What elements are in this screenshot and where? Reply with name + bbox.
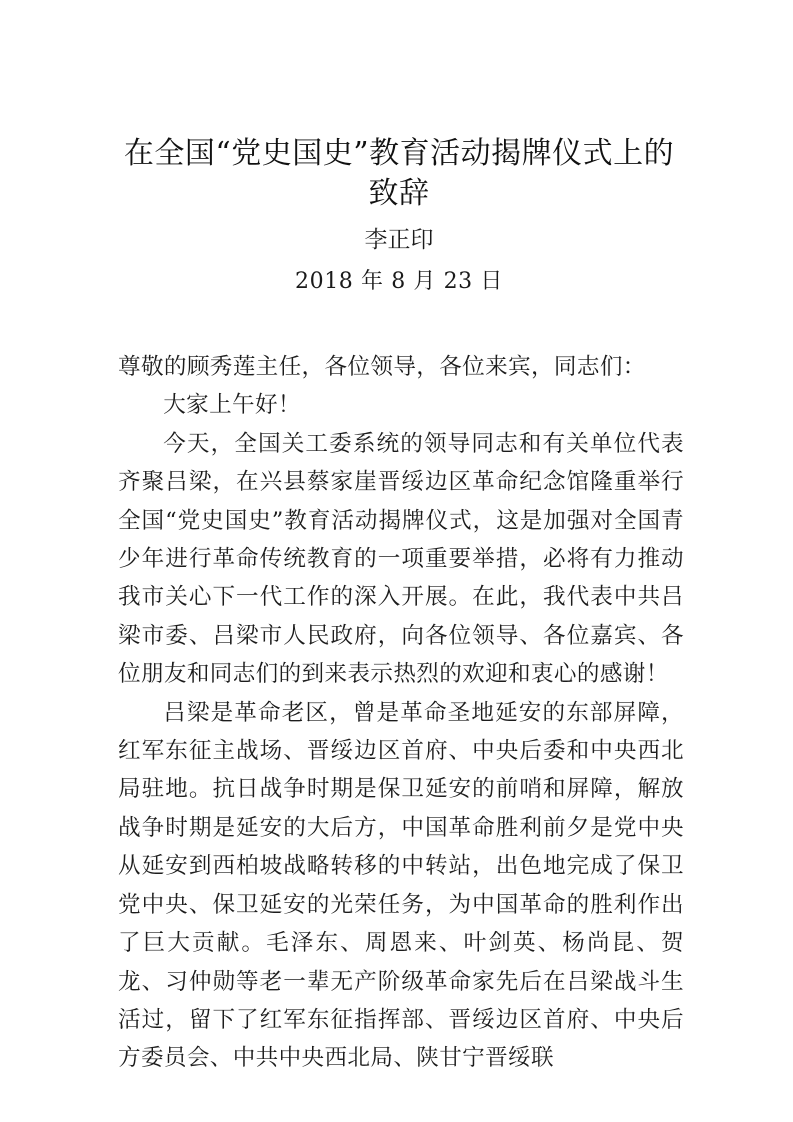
document-author: 李正印 (364, 227, 434, 253)
document-date: 2018 年 8 月 23 日 (295, 269, 503, 294)
paragraph-body-1: 今天，全国关工委系统的领导同志和有关单位代表齐聚吕梁，在兴县蔡家崖晋绥边区革命纪念馆隆重举行全国“党史国史”教育活动揭牌仪式，这是加强对全国青少年进行革命传统教育的一项重要举措，必将有力推动我市关心下一代工作的深入开展。在此，我代表中共吕梁市委、吕梁市人民政府，向各位领导、各位嘉宾、各位朋友和同志们的到来表示热烈的欢迎和衷心的感谢！ (118, 430, 684, 688)
paragraph-body-2: 吕梁是革命老区，曾是革命圣地延安的东部屏障，红军东征主战场、晋绥边区首府、中央后委和中央西北局驻地。抗日战争时期是保卫延安的前哨和屏障，解放战争时期是延安的大后方，中国革命胜利前夕是党中央从延安到西柏坡战略转移的中转站，出色地完成了保卫党中央、保卫延安的光荣任务，为中国革命的胜利作出了巨大贡献。毛泽东、周恩来、叶剑英、杨尚昆、贺龙、习仲勋等老一辈无产阶级革命家先后在吕梁战斗生活过，留下了红军东征指挥部、晋绥边区首府、中央后方委员会、中共中央西北局、陕甘宁晋绥联 (118, 699, 684, 1072)
paragraph-salutation: 尊敬的顾秀莲主任，各位领导，各位来宾，同志们： (118, 354, 646, 380)
paragraph-greeting: 大家上午好！ (163, 392, 301, 419)
document-body (118, 348, 684, 1078)
title-block (118, 134, 680, 214)
page-title: 在全国“党史国史”教育活动揭牌仪式上的致辞 (123, 136, 675, 211)
